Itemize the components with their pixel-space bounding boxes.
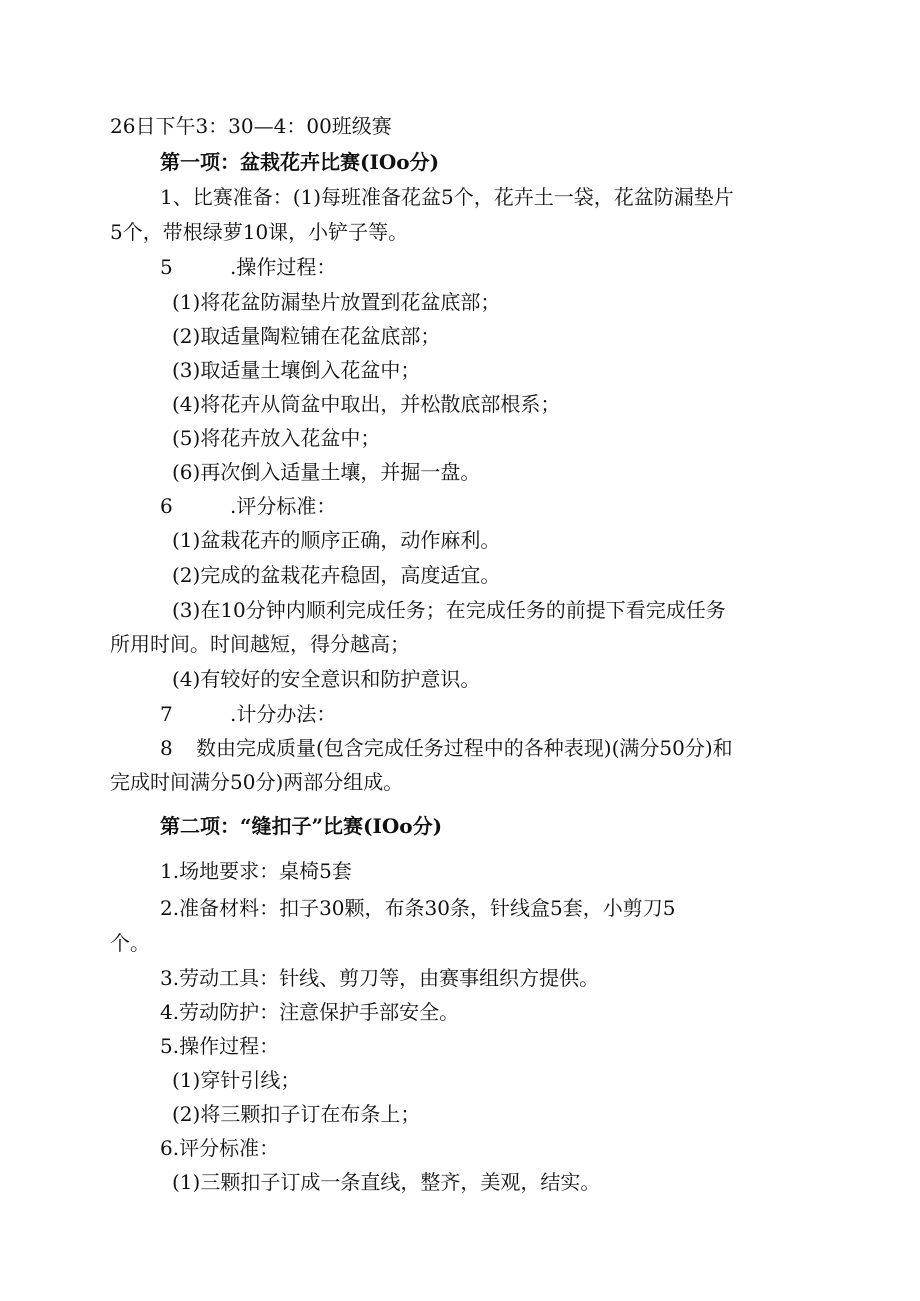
s1-crit-number: 6 xyxy=(160,494,173,518)
s1-score-line-text: 数由完成质量(包含完成任务过程中的各种表现)(满分50分)和 xyxy=(196,736,733,760)
section-1-title: 第一项：盆栽花卉比赛(IOo分) xyxy=(160,150,440,174)
s1-op-heading xyxy=(0,253,920,281)
s1-op-item: (3)取适量土壤倒入花盆中； xyxy=(172,358,421,382)
s2-item: 6.评分标准： xyxy=(160,1136,280,1160)
s1-score-line-2: 完成时间满分50分)两部分组成。 xyxy=(110,770,404,794)
s1-crit-item: (4)有较好的安全意识和防护意识。 xyxy=(172,667,481,691)
s2-item: (2)将三颗扣子订在布条上； xyxy=(172,1102,421,1126)
s2-item: 4.劳动防护：注意保护手部安全。 xyxy=(160,1000,460,1024)
s2-item: 5.操作过程： xyxy=(160,1034,280,1058)
s1-op-item: (4)将花卉从筒盆中取出，并松散底部根系； xyxy=(172,392,561,416)
s1-score-title: .计分办法： xyxy=(230,702,337,726)
s1-crit-item: 所用时间。时间越短，得分越高； xyxy=(110,632,410,656)
s1-crit-title: .评分标准： xyxy=(230,494,337,518)
s1-op-title: .操作过程： xyxy=(230,255,337,279)
s2-item: 3.劳动工具：针线、剪刀等，由赛事组织方提供。 xyxy=(160,966,600,990)
s1-op-number: 5 xyxy=(160,255,173,279)
s1-prep-line-1: 1、比赛准备：(1)每班准备花盆5个，花卉土一袋，花盆防漏垫片 xyxy=(160,185,734,209)
s2-item: (1)穿针引线； xyxy=(172,1068,301,1092)
section-2-title: 第二项：“缝扣子”比赛(IOo分) xyxy=(160,814,443,838)
s1-crit-item: (2)完成的盆栽花卉稳固，高度适宜。 xyxy=(172,563,501,587)
s1-op-item: (6)再次倒入适量土壤，并掘一盘。 xyxy=(172,460,481,484)
s2-item: 个。 xyxy=(110,931,150,955)
s1-score-line-number: 8 xyxy=(160,736,173,760)
s1-op-item: (2)取适量陶粒铺在花盆底部； xyxy=(172,324,441,348)
s1-score-heading xyxy=(0,700,920,728)
s1-score-number: 7 xyxy=(160,702,173,726)
s1-crit-item: (3)在10分钟内顺利完成任务；在完成任务的前提下看完成任务 xyxy=(172,598,726,622)
s1-score-line-1 xyxy=(0,734,920,762)
s1-prep-line-2: 5个，带根绿萝10课，小铲子等。 xyxy=(110,220,409,244)
intro-line: 26日下午3：30—4：00班级赛 xyxy=(110,114,392,138)
s1-op-item: (1)将花盆防漏垫片放置到花盆底部； xyxy=(172,290,501,314)
s2-item: 1.场地要求：桌椅5套 xyxy=(160,859,352,883)
s2-item: 2.准备材料：扣子30颗，布条30条，针线盒5套，小剪刀5 xyxy=(160,896,676,920)
s2-item: (1)三颗扣子订成一条直线，整齐，美观，结实。 xyxy=(172,1170,601,1194)
s1-crit-item: (1)盆栽花卉的顺序正确，动作麻利。 xyxy=(172,528,501,552)
s1-crit-heading xyxy=(0,492,920,520)
s1-op-item: (5)将花卉放入花盆中； xyxy=(172,426,381,450)
